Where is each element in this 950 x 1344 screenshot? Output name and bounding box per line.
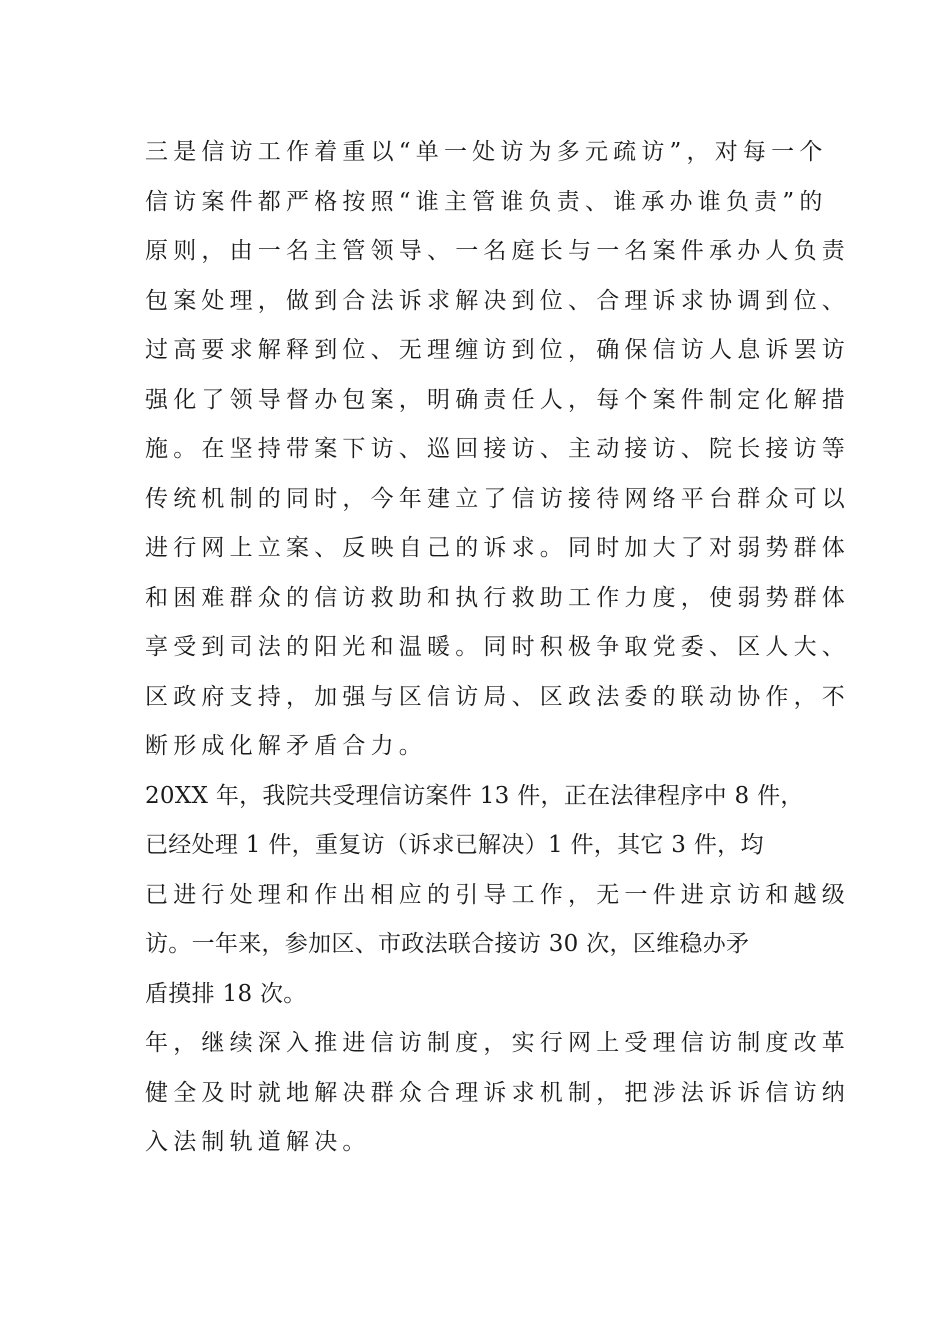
text-line: 入法制轨道解决。: [145, 1129, 371, 1155]
text-line: 三是信访工作着重以“单一处访为多元疏访”，对每一个: [145, 139, 828, 165]
text-line: 包案处理，做到合法诉求解决到位、合理诉求协调到位、: [145, 287, 850, 314]
text-line: 已进行处理和作出相应的引导工作，无一件进京访和越级: [145, 881, 850, 908]
text-line: 信访案件都严格按照“谁主管谁负责、谁承办谁负责”的: [145, 188, 828, 215]
text-line: 区政府支持，加强与区信访局、区政法委的联动协作，不: [145, 683, 850, 710]
paragraph-1: [145, 128, 850, 772]
text-line: 传统机制的同时，今年建立了信访接待网络平台群众可以: [145, 485, 850, 512]
text-line: 20XX 年，我院共受理信访案件 13 件，正在法律程序中 8 件，: [145, 782, 804, 809]
text-line: 健全及时就地解决群众合理诉求机制，把涉法诉诉信访纳: [145, 1079, 850, 1106]
text-line: 原则，由一名主管领导、一名庭长与一名案件承办人负责: [145, 238, 850, 264]
paragraph-2: [145, 772, 850, 1020]
text-line: 过高要求解释到位、无理缠访到位，确保信访人息诉罢访: [145, 337, 850, 363]
text-line: 享受到司法的阳光和温暖。同时积极争取党委、区人大、: [145, 634, 850, 660]
text-line: 施。在坚持带案下访、巡回接访、主动接访、院长接访等: [145, 436, 850, 462]
text-line: 断形成化解矛盾合力。: [145, 733, 427, 759]
text-line: 和困难群众的信访救助和执行救助工作力度，使弱势群体: [145, 584, 850, 611]
document-body: [145, 128, 850, 1168]
text-line: 强化了领导督办包案，明确责任人，每个案件制定化解措: [145, 386, 850, 413]
paragraph-3: [145, 1019, 850, 1168]
text-line: 进行网上立案、反映自己的诉求。同时加大了对弱势群体: [145, 535, 850, 561]
text-line: 年，继续深入推进信访制度，实行网上受理信访制度改革: [145, 1030, 850, 1056]
text-line: 已经处理 1 件，重复访（诉求已解决）1 件，其它 3 件，均: [145, 832, 764, 858]
text-line: 盾摸排 18 次。: [145, 980, 307, 1007]
text-line: 访。一年来，参加区、市政法联合接访 30 次，区维稳办矛: [145, 931, 750, 957]
